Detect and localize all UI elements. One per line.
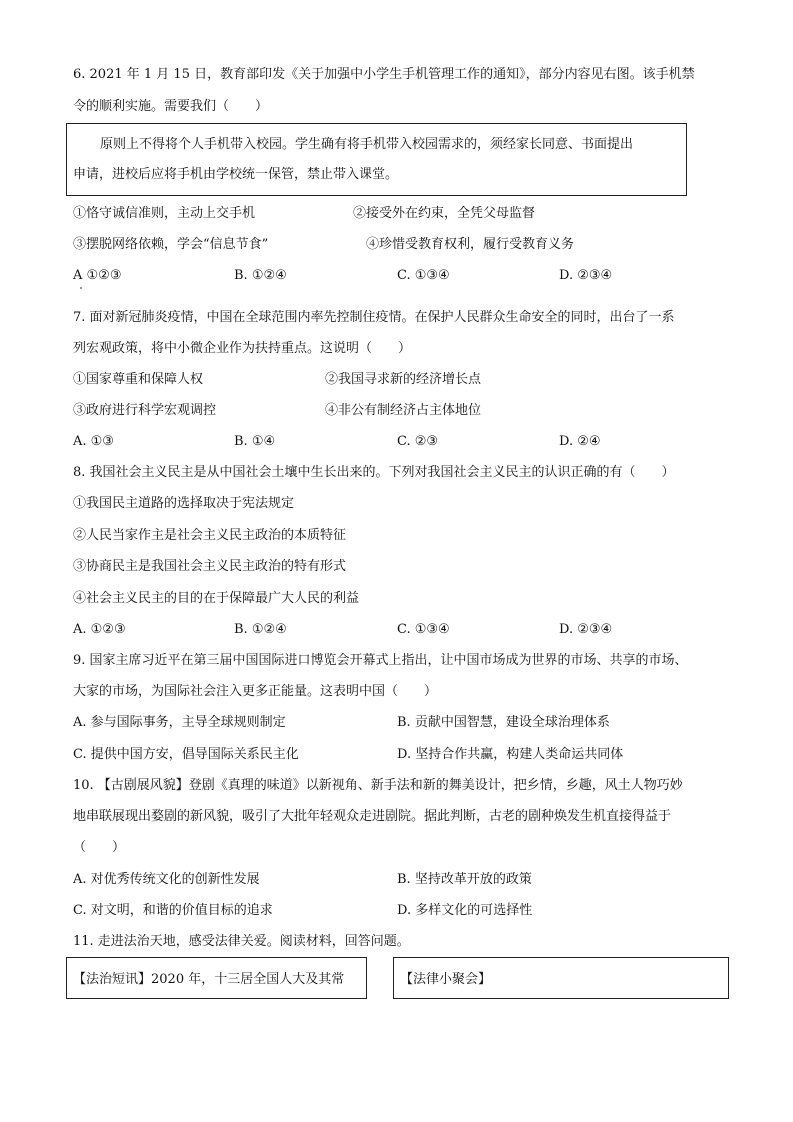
q6-material-box	[66, 123, 687, 196]
q7-option-c: C. ②③	[397, 434, 439, 449]
q6-stem-line1: 6. 2021 年 1 月 15 日，教育部印发《关于加强中小学生手机管理工作的通知》，部分内容见右图。该手机禁	[73, 67, 695, 82]
q6-stem-line2: 令的顺利实施。需要我们（ ）	[73, 99, 269, 114]
q11-gathering-box	[393, 957, 729, 999]
q10-option-b: B. 坚持改革开放的政策	[397, 872, 532, 887]
q6-box-line2: 申请，进校后应将手机由学校统一保管，禁止带入课堂。	[73, 167, 399, 182]
q9-option-c: C. 提供中国方安，倡导国际关系民主化	[73, 747, 299, 762]
q8-item4: ④社会主义民主的目的在于保障最广大人民的利益	[73, 591, 360, 606]
q6-option-a: A ①②③	[73, 268, 122, 283]
q7-stem-line2: 列宏观政策，将中小微企业作为扶持重点。这说明（ ）	[73, 341, 412, 356]
q6-item4: ④珍惜受教育权利，履行受教育义务	[366, 237, 575, 252]
q8-option-a: A. ①②③	[73, 622, 126, 637]
q7-item4: ④非公有制经济占主体地位	[325, 403, 482, 418]
q11-news-box	[66, 957, 367, 999]
q8-item1: ①我国民主道路的选择取决于宪法规定	[73, 496, 295, 511]
q7-option-a: A. ①③	[73, 434, 114, 449]
q10-option-c: C. 对文明，和谐的价值目标的追求	[73, 903, 273, 918]
q9-option-a: A. 参与国际事务，主导全球规则制定	[73, 715, 286, 730]
q7-item2: ②我国寻求新的经济增长点	[325, 372, 482, 387]
q9-option-d: D. 坚持合作共赢，构建人类命运共同体	[397, 747, 624, 762]
q8-option-b: B. ①②④	[234, 622, 287, 637]
q10-option-d: D. 多样文化的可选择性	[397, 903, 533, 918]
q7-option-d: D. ②④	[559, 434, 601, 449]
q6-item3: ③摆脱网络依赖，学会“信息节食”	[73, 237, 269, 252]
q9-option-b: B. 贡献中国智慧，建设全球治理体系	[397, 715, 610, 730]
q7-item1: ①国家尊重和保障人权	[73, 372, 204, 387]
q7-stem-line1: 7. 面对新冠肺炎疫情，中国在全球范围内率先控制住疫情。在保护人民群众生命安全的同时，出台了一系	[73, 310, 675, 325]
q8-stem-line1: 8. 我国社会主义民主是从中国社会土壤中生长出来的。下列对我国社会主义民主的认识正确的有（ ）	[73, 465, 675, 480]
q11-box-right-text: 【法律小聚会】	[400, 972, 492, 987]
q10-stem-line3: （ ）	[73, 840, 126, 855]
q8-option-c: C. ①③④	[397, 622, 450, 637]
q7-option-b: B. ①④	[234, 434, 276, 449]
q10-stem-line1: 10. 【古剧展风貌】登剧《真理的味道》以新视角、新手法和新的舞美设计，把乡情，乡趣，风土人物巧妙	[73, 778, 683, 793]
q6-option-b: B. ①②④	[234, 268, 287, 283]
q6-item2: ②接受外在约束，全凭父母监督	[353, 206, 536, 221]
q10-stem-line2: 地串联展现出婺剧的新风貌，吸引了大批年轻观众走进剧院。据此判断，古老的剧种焕发生机直接得益于	[73, 809, 672, 824]
q9-stem-line1: 9. 国家主席习近平在第三届中国国际进口博览会开幕式上指出，让中国市场成为世界的市场、共享的市场、	[73, 653, 688, 668]
q6-box-line1: 原则上不得将个人手机带入校园。学生确有将手机带入校园需求的，须经家长同意、书面提出	[100, 137, 634, 152]
q11-stem-line1: 11. 走进法治天地，感受法律关爱。阅读材料，回答问题。	[73, 934, 410, 949]
q6-option-d: D. ②③④	[559, 268, 613, 283]
q8-item3: ③协商民主是我国社会主义民主政治的特有形式	[73, 559, 347, 574]
q6-item1: ①恪守诚信准则，主动上交手机	[73, 206, 256, 221]
q9-stem-line2: 大家的市场，为国际社会注入更多正能量。这表明中国（ ）	[73, 684, 438, 699]
q7-item3: ③政府进行科学宏观调控	[73, 403, 217, 418]
q8-item2: ②人民当家作主是社会主义民主政治的本质特征	[73, 528, 347, 543]
q8-option-d: D. ②③④	[559, 622, 613, 637]
q6-option-c: C. ①③④	[397, 268, 450, 283]
q10-option-a: A. 对优秀传统文化的创新性发展	[73, 872, 260, 887]
q11-box-left-text: 【法治短讯】2020 年，十三居全国人大及其常	[73, 972, 345, 987]
stray-dot	[80, 287, 82, 289]
